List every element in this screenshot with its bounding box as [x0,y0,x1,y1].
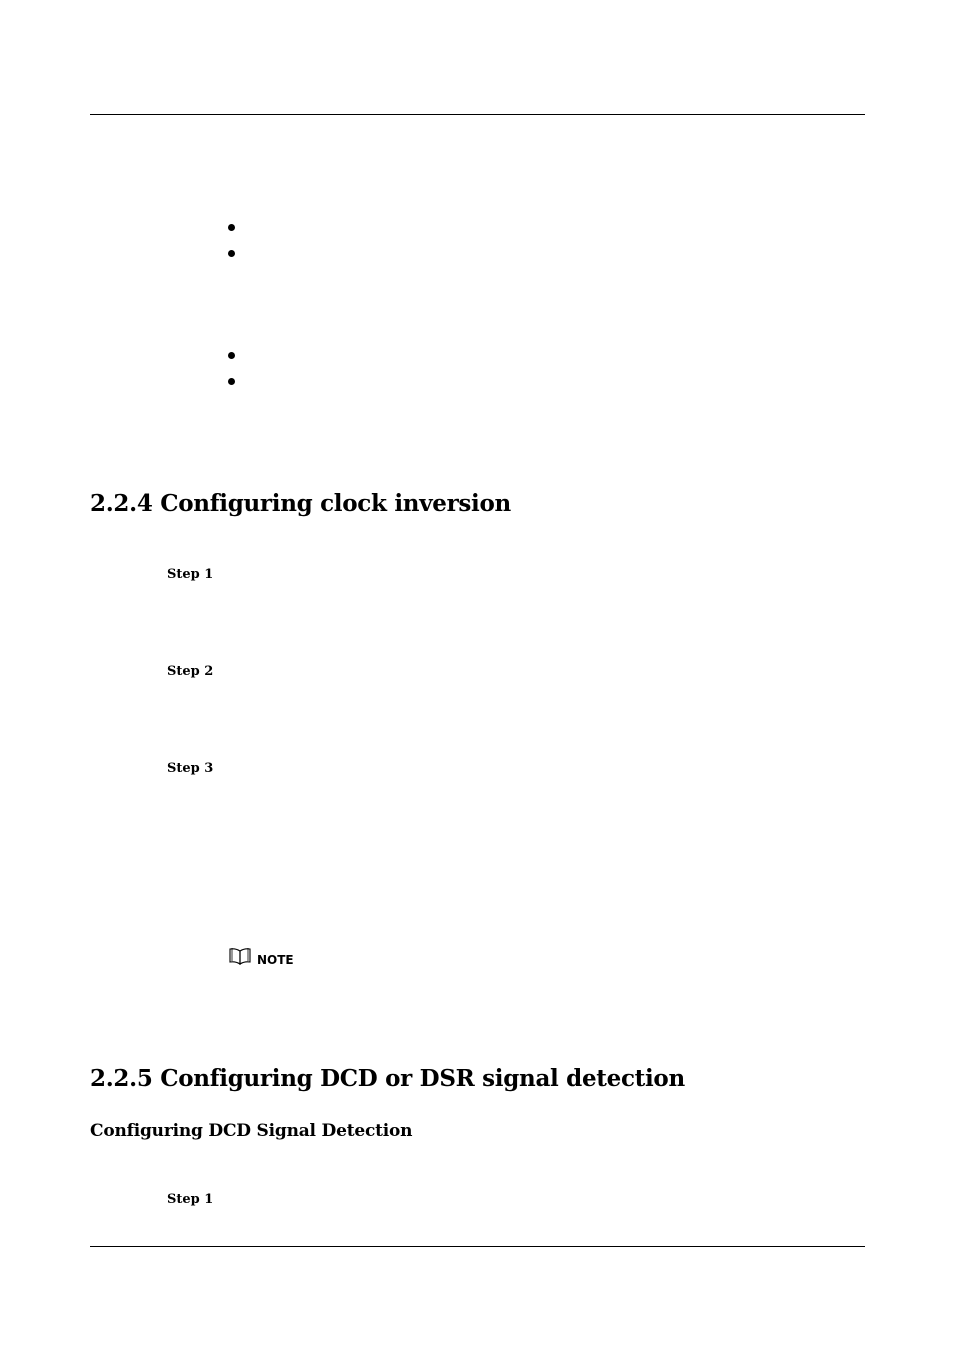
section-heading-clock-inversion: 2.2.4 Configuring clock inversion [90,490,511,517]
dcd-step-1-label: Step 1 [167,1192,214,1207]
bullet-1 [228,224,235,231]
step-3-label: Step 3 [167,761,214,776]
step-1-label: Step 1 [167,567,214,582]
bullet-2 [228,250,235,257]
subheading-dcd-detection: Configuring DCD Signal Detection [90,1121,413,1141]
book-icon [228,947,252,965]
note-callout [228,947,294,965]
bullet-4 [228,378,235,385]
bullet-3 [228,352,235,359]
step-2-label: Step 2 [167,664,214,679]
footer-rule [90,1246,865,1247]
section-heading-dcd-dsr: 2.2.5 Configuring DCD or DSR signal detection [90,1065,685,1092]
header-rule [90,114,865,115]
note-label: NOTE [257,953,294,967]
